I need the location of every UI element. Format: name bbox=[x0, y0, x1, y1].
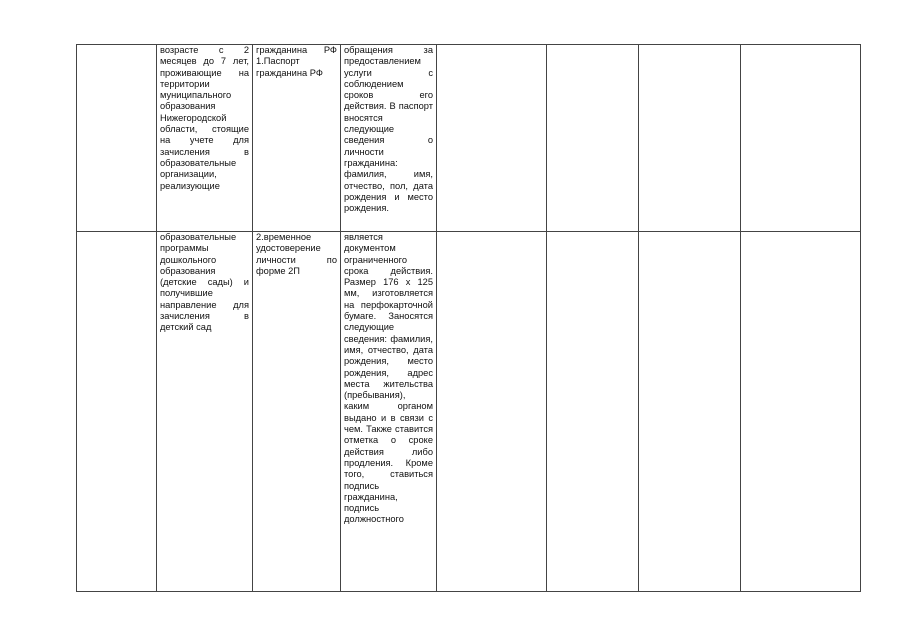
cell-applicants: образовательные программы дошкольного образования (детские сады) и получившие направление для зачисления в детский сад bbox=[157, 232, 253, 592]
cell-empty bbox=[547, 232, 639, 592]
cell-applicants: возрасте с 2 месяцев до 7 лет, проживающие на территории муниципального образования Нижегородской области, стоящие на учете для зачисления в образовательные организации, реализующие bbox=[157, 45, 253, 232]
cell-requirements: является документом ограниченного срока действия. Размер 176 х 125 мм, изготовляется на перфокарточной бумаге. Заносятся следующие сведения: фамилия, имя, отчество, дата рождения, место рождения, адрес места жительства (пребывания), каким органом выдано и в связи с чем. Также ставится отметка о сроке действия либо продления. Кроме того, ставиться подпись гражданина, подпись должностного bbox=[341, 232, 437, 592]
document-table bbox=[76, 44, 861, 592]
cell-empty bbox=[547, 45, 639, 232]
cell-empty bbox=[639, 45, 741, 232]
cell-empty bbox=[639, 232, 741, 592]
table-row bbox=[77, 45, 861, 232]
cell-document: гражданина РФ 1.Паспорт гражданина РФ bbox=[253, 45, 341, 232]
cell-document: 2.временное удостоверение личности по форме 2П bbox=[253, 232, 341, 592]
cell-requirements: обращения за предоставлением услуги с соблюдением сроков его действия. В паспорт вносятся следующие сведения о личности гражданина: фамилия, имя, отчество, пол, дата рождения и место рождения. bbox=[341, 45, 437, 232]
cell-empty bbox=[741, 232, 861, 592]
cell-category bbox=[77, 232, 157, 592]
cell-empty bbox=[437, 45, 547, 232]
cell-empty bbox=[741, 45, 861, 232]
cell-empty bbox=[437, 232, 547, 592]
table-row bbox=[77, 232, 861, 592]
cell-category bbox=[77, 45, 157, 232]
